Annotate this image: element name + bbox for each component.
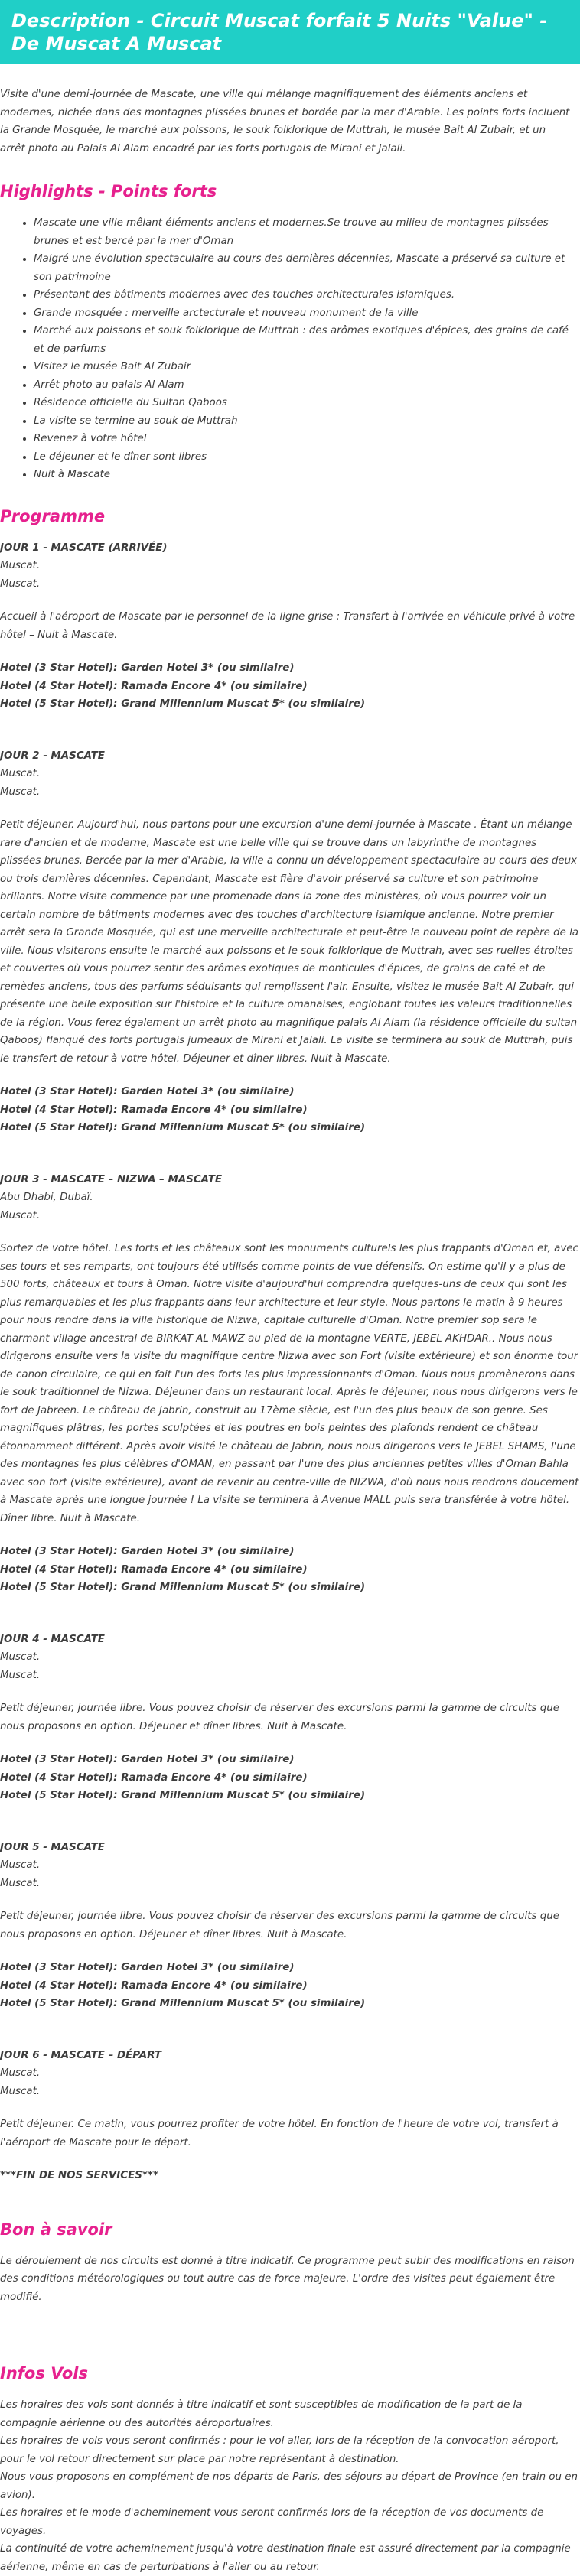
day-3 (0, 1171, 580, 1597)
infos-vols-paragraph: Les horaires de vols vous seront confirmés : pour le vol aller, lors de la réception de la convocation aéroport, pour le vol retour directement sur place par notre représentant à destination. (0, 2435, 559, 2465)
highlights-list (0, 214, 580, 484)
list-item: • Mascate une ville mêlant éléments anciens et modernes.Se trouve au milieu de montagnes plissées brunes et est bercé par la mer d'Oman (34, 214, 580, 250)
hotel-3-star: Hotel (3 Star Hotel): Garden Hotel 3* (ou similaire) (0, 1086, 295, 1098)
hotel-4-star: Hotel (4 Star Hotel): Ramada Encore 4* (ou similaire) (0, 1563, 308, 1576)
hotel-3-star: Hotel (3 Star Hotel): Garden Hotel 3* (ou similaire) (0, 1546, 295, 1557)
day-end-city: Muscat. (0, 577, 41, 590)
list-item: • Marché aux poissons et souk folklorique de Muttrah : des arômes exotiques d'épices, des grains de café et de parfums (34, 322, 580, 358)
day-start-city: Muscat. (0, 1859, 41, 1871)
day-start-city: Muscat. (0, 560, 41, 571)
hotel-3-star: Hotel (3 Star Hotel): Garden Hotel 3* (ou similaire) (0, 1754, 295, 1765)
day-description: Accueil à l'aéroport de Mascate par le personnel de la ligne grise : Transfert à l'arrivée en véhicule privé à votre hôtel – Nuit à Mascate. (0, 611, 575, 641)
list-item: • Grande mosquée : merveille arctecturale et nouveau monument de la ville (34, 304, 580, 323)
page-title: Description - Circuit Muscat forfait 5 Nuits "Value" - De Muscat A Muscat (0, 0, 580, 64)
day-description: Petit déjeuner. Aujourd'hui, nous partons pour une excursion d'une demi-journée à Mascate . Étant un mélange rare d'ancien et de moderne, Mascate est une belle ville qui se trouve dans un labyrinthe de montagnes plissées brunes. Bercée par la mer d'Arabie, la ville a connu un développement spectaculaire au cours des deux ou trois dernières décennies. Cependant, Mascate est fière d'avoir préservé sa culture et son patrimoine brillants. Notre visite commence par une promenade dans la zone des ministères, où vous pourrez voir un certain nombre de bâtiments modernes avec des touches d'architecture islamique ancienne. Notre premier arrêt sera la Grande Mosquée, qui est une merveille architecturale et peut-être le nouveau point de repère de la ville. Nous visiterons ensuite le marché aux poissons et le souk folklorique de Muttrah, avec ses ruelles étroites et couvertes où vous pourrez sentir des arômes exotiques de monticules d'épices, de grains de café et de remèdes anciens, tous des parfums séduisants qui remplissent l'air. Ensuite, visitez le musée Bait Al Zubair, qui présente une belle exposition sur l'histoire et la culture omanaises, englobant toutes les valeurs traditionnelles de la région. Vous ferez également un arrêt photo au magnifique palais Al Alam (la résidence officielle du sultan Qaboos) flanqué des forts portugais jumeaux de Mirani et Jalali. La visite se terminera au souk de Muttrah, puis le transfert de retour à votre hôtel. Déjeuner et dîner libres. Nuit à Mascate. (0, 819, 578, 1065)
list-item: • La visite se termine au souk de Muttrah (34, 412, 580, 431)
day-title: JOUR 1 - MASCATE (ARRIVÉE) (0, 542, 168, 554)
intro-paragraph: Visite d'une demi-journée de Mascate, une ville qui mélange magnifiquement des éléments anciens et modernes, nichée dans des montagnes plissées brunes et bordée par la mer d'Arabie. Les points forts incluent la Grande Mosquée, le marché aux poissons, le souk folklorique de Muttrah, le musée Bait Al Zubair, et un arrêt photo au Palais Al Alam encadré par les forts portugais de Mirani et Jalali. (0, 89, 570, 154)
hotel-5-star: Hotel (5 Star Hotel): Grand Millennium Muscat 5* (ou similaire) (0, 1122, 366, 1134)
bon-a-savoir-text: Le déroulement de nos circuits est donné à titre indicatif. Ce programme peut subir des modifications en raison des conditions météorologiques ou tout autre cas de force majeure. L'ordre des visites peut également être modifié. (0, 2255, 575, 2303)
infos-vols-paragraph: Les horaires et le mode d'acheminement vous seront confirmés lors de la réception de vos documents de voyages. (0, 2507, 544, 2537)
day-end-city: Muscat. (0, 1877, 41, 1889)
day-start-city: Abu Dhabi, Dubaï. (0, 1192, 93, 1203)
day-description: Petit déjeuner, journée libre. Vous pouvez choisir de réserver des excursions parmi la gamme de circuits que nous proposons en option. Déjeuner et dîner libres. Nuit à Mascate. (0, 1703, 559, 1732)
hotel-4-star: Hotel (4 Star Hotel): Ramada Encore 4* (ou similaire) (0, 1979, 308, 1992)
day-end-city: Muscat. (0, 2085, 41, 2097)
list-item: • Revenez à votre hôtel (34, 430, 580, 448)
day-title: JOUR 2 - MASCATE (0, 750, 105, 762)
day-start-city: Muscat. (0, 1651, 41, 1663)
list-item: • Malgré une évolution spectaculaire au cours des dernières décennies, Mascate a préservé sa culture et son patrimoine (34, 250, 580, 286)
infos-vols-paragraph: La continuité de votre acheminement jusqu'à votre destination finale est assuré directement par la compagnie aérienne, même en cas de perturbations à l'aller ou au retour. (0, 2543, 571, 2573)
programme-heading: Programme (0, 506, 106, 525)
day-title: JOUR 6 - MASCATE – DÉPART (0, 2049, 162, 2061)
day-1 (0, 539, 580, 714)
day-5 (0, 1839, 580, 2013)
infos-vols-paragraph: Nous vous proposons en complément de nos départs de Paris, des séjours au départ de Province (en train ou en avion). (0, 2471, 578, 2501)
hotel-4-star: Hotel (4 Star Hotel): Ramada Encore 4* (ou similaire) (0, 1771, 308, 1784)
list-item: • Visitez le musée Bait Al Zubair (34, 358, 580, 376)
list-item: • Présentant des bâtiments modernes avec des touches architecturales islamiques. (34, 286, 580, 304)
hotel-5-star: Hotel (5 Star Hotel): Grand Millennium Muscat 5* (ou similaire) (0, 1998, 366, 2009)
bon-a-savoir-heading: Bon à savoir (0, 2220, 112, 2239)
hotel-5-star: Hotel (5 Star Hotel): Grand Millennium Muscat 5* (ou similaire) (0, 1790, 366, 1801)
day-description: Petit déjeuner. Ce matin, vous pourrez profiter de votre hôtel. En fonction de l'heure de votre vol, transfert à l'aéroport de Mascate pour le départ. (0, 2119, 559, 2148)
day-description: Petit déjeuner, journée libre. Vous pouvez choisir de réserver des excursions parmi la gamme de circuits que nous proposons en option. Déjeuner et dîner libres. Nuit à Mascate. (0, 1911, 559, 1940)
end-of-services: ***FIN DE NOS SERVICES*** (0, 2170, 158, 2181)
hotel-5-star: Hotel (5 Star Hotel): Grand Millennium Muscat 5* (ou similaire) (0, 698, 366, 710)
day-title: JOUR 4 - MASCATE (0, 1633, 105, 1645)
highlights-heading: Highlights - Points forts (0, 182, 217, 200)
list-item: • Le déjeuner et le dîner sont libres (34, 448, 580, 467)
hotel-3-star: Hotel (3 Star Hotel): Garden Hotel 3* (ou similaire) (0, 662, 295, 674)
infos-vols-text (0, 2396, 580, 2576)
day-description: Sortez de votre hôtel. Les forts et les châteaux sont les monuments culturels les plus frappants d'Oman et, avec ses tours et ses remparts, ont toujours été utilisés comme points de vue défensifs. On estime qu'il y a plus de 500 forts, châteaux et tours à Oman. Notre visite d'aujourd'hui comprendra quelques-uns de ceux qui sont les plus remarquables et les plus frappants dans leur architecture et leur style. Nous partons le matin à 9 heures pour nous rendre dans la ville historique de Nizwa, capitale culturelle d'Oman. Notre premier sop sera le charmant village ancestral de BIRKAT AL MAWZ au pied de la montagne VERTE, JEBEL AKHDAR.. Nous nous dirigerons ensuite vers la visite du magnifique centre Nizwa avec son Fort (visite extérieure) et son énorme tour de canon circulaire, ce qui en fait l'un des forts les plus impressionnants d'Oman. Nous nous promènerons dans le souk traditionnel de Nizwa. Déjeuner dans un restaurant local. Après le déjeuner, nous nous dirigerons vers le fort de Jabreen. Le château de Jabrin, construit au 17ème siècle, est l'un des plus beaux de son genre. Ses magnifiques plâtres, les portes sculptées et les poutres en bois peintes des plafonds rendent ce château étonnamment différent. Après avoir visité le château de Jabrin, nous nous dirigerons vers le JEBEL SHAMS, l'une des montagnes les plus célèbres d'OMAN, en passant par l'une des plus anciennes petites villes d'Oman Bahla avec son fort (visite extérieure), avant de revenir au centre-ville de NIZWA, d'où nous nous rendrons doucement à Mascate après une longue journée ! La visite se terminera à Avenue MALL puis sera transférée à votre hôtel. Dîner libre. Nuit à Mascate. (0, 1243, 579, 1524)
hotel-5-star: Hotel (5 Star Hotel): Grand Millennium Muscat 5* (ou similaire) (0, 1582, 366, 1593)
day-4 (0, 1631, 580, 1805)
day-end-city: Muscat. (0, 1669, 41, 1681)
hotel-4-star: Hotel (4 Star Hotel): Ramada Encore 4* (ou similaire) (0, 1104, 308, 1116)
day-title: JOUR 3 - MASCATE – NIZWA – MASCATE (0, 1173, 223, 1186)
infos-vols-paragraph: Les horaires des vols sont donnés à titre indicatif et sont susceptibles de modification de la part de la compagnie aérienne ou des autorités aéroportuaires. (0, 2399, 523, 2429)
day-title: JOUR 5 - MASCATE (0, 1841, 105, 1853)
day-start-city: Muscat. (0, 2067, 41, 2079)
list-item: • Résidence officielle du Sultan Qaboos (34, 394, 580, 412)
list-item: • Nuit à Mascate (34, 466, 580, 484)
day-2 (0, 747, 580, 1137)
list-item: • Arrêt photo au palais Al Alam (34, 376, 580, 395)
infos-vols-heading: Infos Vols (0, 2364, 88, 2382)
hotel-3-star: Hotel (3 Star Hotel): Garden Hotel 3* (ou similaire) (0, 1962, 295, 1973)
day-start-city: Muscat. (0, 768, 41, 779)
hotel-4-star: Hotel (4 Star Hotel): Ramada Encore 4* (ou similaire) (0, 680, 308, 692)
day-end-city: Muscat. (0, 785, 41, 798)
day-6 (0, 2047, 580, 2152)
day-end-city: Muscat. (0, 1209, 41, 1221)
